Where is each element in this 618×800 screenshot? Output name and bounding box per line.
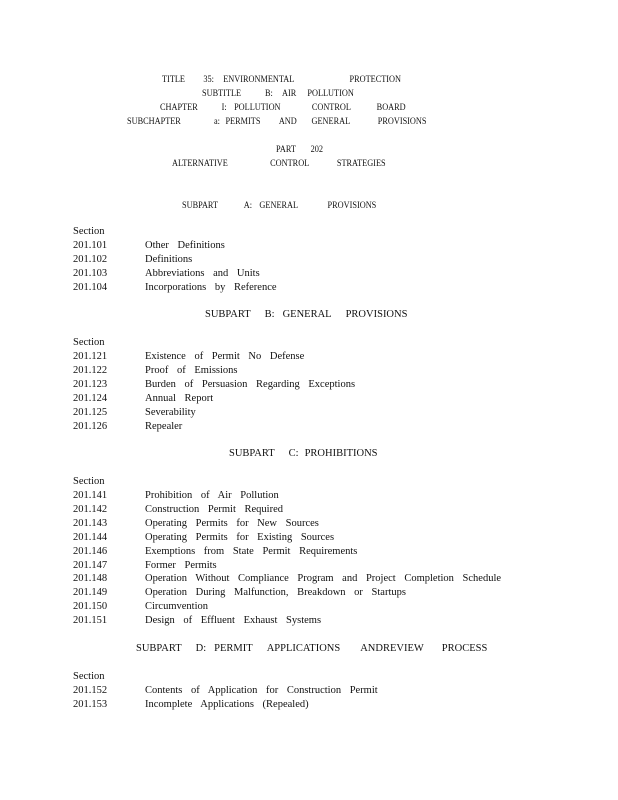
section-title: Construction Permit Required xyxy=(145,503,283,515)
heading-word: PROHIBITIONS xyxy=(304,448,378,459)
heading-word: CHAPTER xyxy=(160,102,198,112)
section-number: 201.147 xyxy=(73,559,108,571)
heading-subtitle-line xyxy=(202,88,354,98)
heading-word: B: xyxy=(265,88,273,98)
section-title: Proof of Emissions xyxy=(145,364,238,376)
section-number: 201.122 xyxy=(73,364,108,376)
section-number: 201.125 xyxy=(73,406,108,418)
heading-word: PROVISIONS xyxy=(327,200,377,210)
section-title: Design of Effluent Exhaust Systems xyxy=(145,615,322,627)
subpart-b-heading xyxy=(205,309,407,320)
section-label: Section xyxy=(73,337,105,348)
section-number: 201.141 xyxy=(73,490,108,501)
section-title: Burden of Persuasion Regarding Exceptions xyxy=(145,378,356,390)
heading-word: GENERAL xyxy=(282,309,332,320)
heading-word: PERMITS xyxy=(225,116,261,126)
heading-word: POLLUTION xyxy=(307,88,354,98)
section-number: 201.148 xyxy=(73,573,108,585)
subpart-c-heading xyxy=(229,448,378,459)
section-title: Other Definitions xyxy=(145,240,225,251)
section-number: 201.101 xyxy=(73,240,108,251)
section-number: 201.104 xyxy=(73,281,108,293)
part-line xyxy=(276,144,323,154)
heading-word: SUBCHAPTER xyxy=(127,116,181,126)
section-title: Annual Report xyxy=(145,392,214,404)
heading-title-line xyxy=(162,74,401,84)
heading-word: GENERAL xyxy=(259,200,299,210)
section-title: Circumvention xyxy=(145,601,208,613)
heading-word: B: xyxy=(264,309,275,320)
section-number: 201.103 xyxy=(73,267,108,279)
section-title: Former Permits xyxy=(145,559,217,571)
section-number: 201.142 xyxy=(73,503,108,515)
section-label: Section xyxy=(73,476,105,487)
section-number: 201.150 xyxy=(73,601,108,613)
heading-word: D: xyxy=(195,643,207,654)
section-number: 201.153 xyxy=(73,698,108,710)
heading-word: ANDREVIEW xyxy=(360,643,424,654)
heading-word: a: xyxy=(213,116,220,126)
section-number: 201.126 xyxy=(73,420,108,432)
heading-word: CONTROL xyxy=(270,158,310,168)
heading-word: BOARD xyxy=(376,102,406,112)
section-number: 201.124 xyxy=(73,392,108,404)
heading-word: CONTROL xyxy=(311,102,351,112)
heading-word: C: xyxy=(288,448,299,459)
section-title: Operation Without Compliance Program and Project Completion Schedule xyxy=(145,573,502,585)
heading-word: A: xyxy=(243,200,253,210)
heading-word: SUBPART xyxy=(229,448,275,459)
heading-word: 202 xyxy=(310,144,324,154)
section-title: Incorporations by Reference xyxy=(145,281,277,293)
section-number: 201.121 xyxy=(73,351,108,362)
heading-word: ENVIRONMENTAL xyxy=(223,74,295,84)
section-number: 201.151 xyxy=(73,615,108,627)
section-title: Repealer xyxy=(145,420,183,432)
heading-word: SUBPART xyxy=(205,309,251,320)
heading-word: PERMIT xyxy=(214,643,253,654)
section-label: Section xyxy=(73,226,105,237)
heading-word: PROVISIONS xyxy=(377,116,427,126)
section-number: 201.143 xyxy=(73,517,108,529)
heading-chapter-line xyxy=(160,102,406,112)
section-title: Severability xyxy=(145,406,196,418)
section-number: 201.102 xyxy=(73,253,108,265)
section-title: Operating Permits for New Sources xyxy=(145,517,319,529)
heading-word: APPLICATIONS xyxy=(266,643,341,654)
heading-word: PROCESS xyxy=(441,643,488,654)
section-title: Definitions xyxy=(145,253,193,265)
section-number: 201.152 xyxy=(73,685,108,696)
heading-word: PROVISIONS xyxy=(345,309,408,320)
section-number: 201.144 xyxy=(73,531,108,543)
heading-word: POLLUTION xyxy=(234,102,281,112)
heading-word: PROTECTION xyxy=(349,74,402,84)
section-number: 201.146 xyxy=(73,545,108,557)
heading-word: GENERAL xyxy=(311,116,351,126)
heading-word: I: xyxy=(221,102,227,112)
heading-word: SUBTITLE xyxy=(202,88,242,98)
subpart-d-heading xyxy=(136,643,487,654)
heading-subchapter-line xyxy=(127,116,427,126)
section-title: Contents of Application for Construction Permit xyxy=(145,685,378,696)
section-label: Section xyxy=(73,671,105,682)
heading-word: AIR xyxy=(282,88,297,98)
section-number: 201.149 xyxy=(73,587,108,599)
section-title: Incomplete Applications (Repealed) xyxy=(145,698,309,710)
heading-word: SUBPART xyxy=(136,643,182,654)
subpart-a-heading xyxy=(182,200,376,210)
heading-word: SUBPART xyxy=(182,200,219,210)
heading-word: ALTERNATIVE xyxy=(172,158,228,168)
section-number: 201.123 xyxy=(73,378,108,390)
heading-word: TITLE xyxy=(162,74,185,84)
heading-word: STRATEGIES xyxy=(336,158,386,168)
heading-word: AND xyxy=(278,116,297,126)
section-title: Exemptions from State Permit Requirements xyxy=(145,545,358,557)
heading-word: PART xyxy=(276,144,296,154)
part-title-line xyxy=(172,158,386,168)
section-title: Existence of Permit No Defense xyxy=(145,351,305,362)
section-title: Operating Permits for Existing Sources xyxy=(145,531,335,543)
heading-word: 35: xyxy=(203,74,214,84)
section-title: Prohibition of Air Pollution xyxy=(145,490,279,501)
section-title: Abbreviations and Units xyxy=(145,267,260,279)
section-title: Operation During Malfunction, Breakdown or Startups xyxy=(145,587,406,599)
